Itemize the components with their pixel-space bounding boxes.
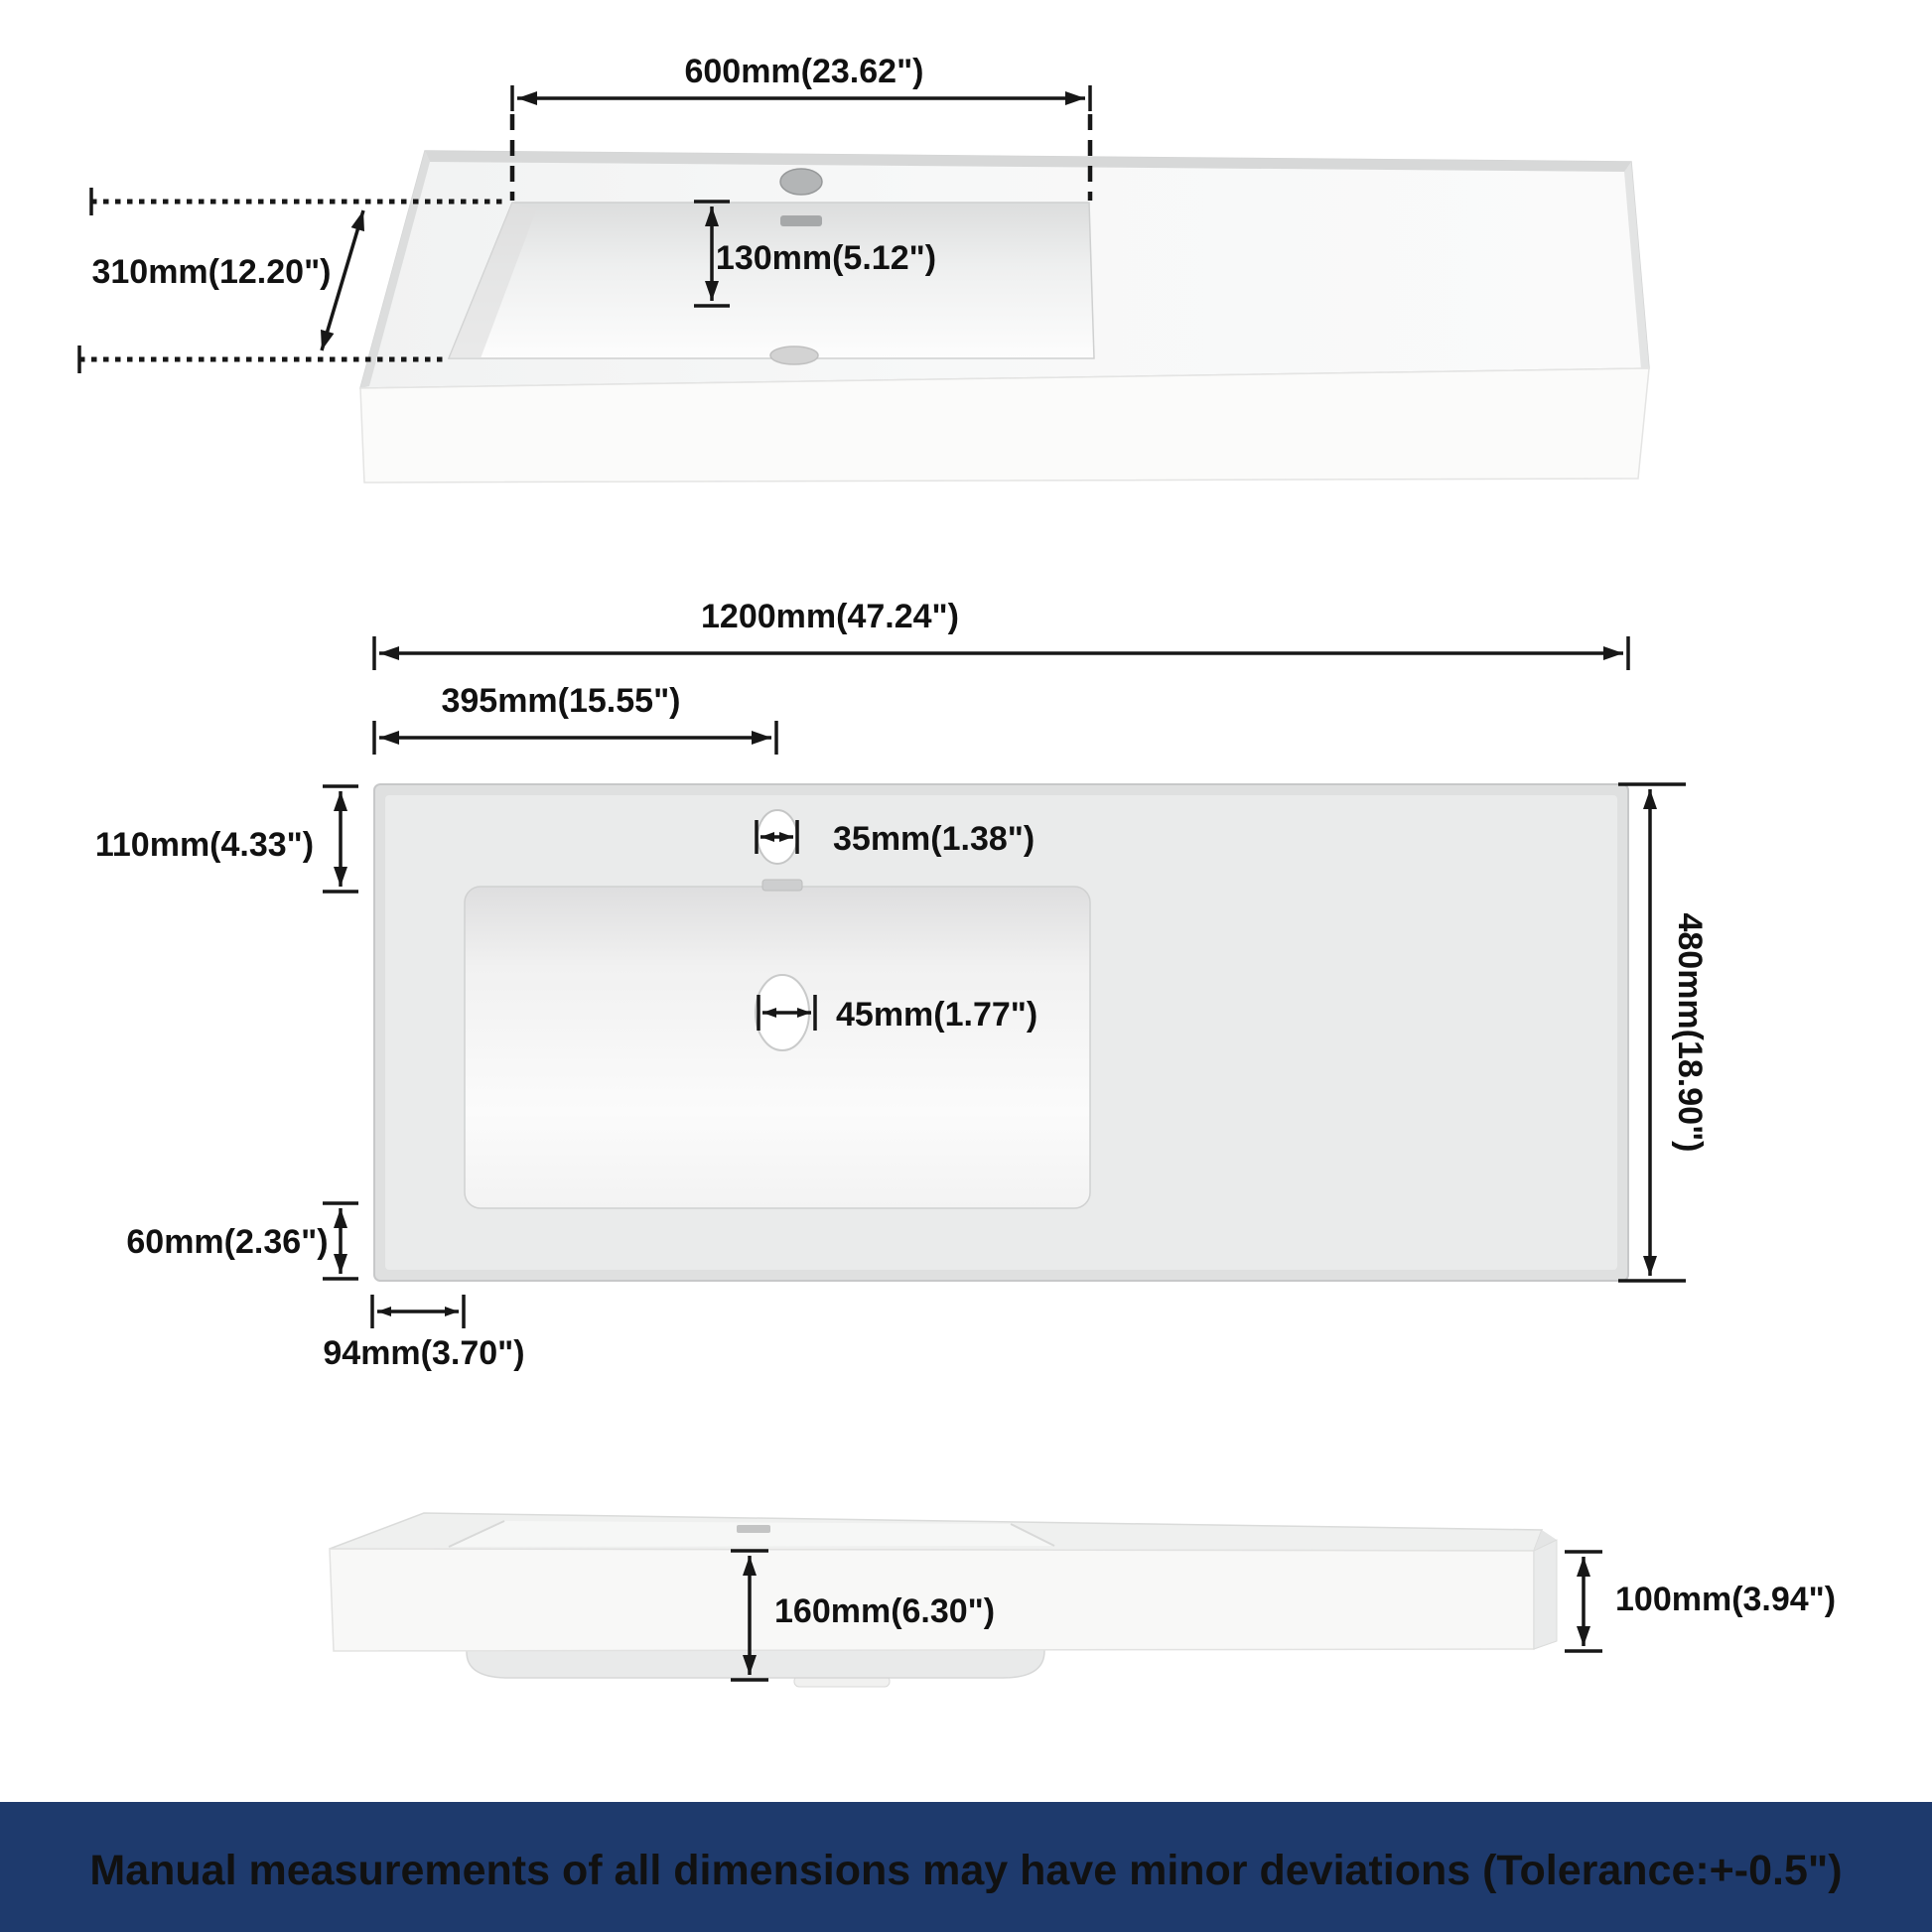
dim-front-deck-depth: [126, 1203, 358, 1279]
banner-text: Manual measurements of all dimensions may have minor deviations (Tolerance:+-0.5"): [89, 1847, 1843, 1894]
plan-view: [95, 598, 1709, 1372]
label-basin-depth: 310mm(12.20"): [91, 253, 332, 291]
side-right-end-face: [1534, 1540, 1557, 1649]
label-basin-width: 600mm(23.62"): [684, 53, 924, 90]
label-left-deck-width: 94mm(3.70"): [323, 1334, 525, 1372]
label-front-deck-depth: 60mm(2.36"): [126, 1223, 329, 1261]
label-overall-height: 160mm(6.30"): [774, 1592, 996, 1630]
label-faucet-to-basin-front: 130mm(5.12"): [715, 239, 937, 277]
dim-left-to-basin-right: [374, 682, 776, 755]
tolerance-banner: [0, 1802, 1932, 1932]
dim-slab-height: [1565, 1552, 1836, 1651]
basin-recess: [449, 203, 1094, 358]
label-slab-height: 100mm(3.94"): [1615, 1581, 1837, 1618]
perspective-view: [79, 53, 1649, 483]
label-faucet-hole: 35mm(1.38"): [833, 820, 1035, 858]
plan-overflow-slot: [762, 880, 802, 891]
dim-back-deck-depth: [95, 786, 358, 892]
overflow-slot: [780, 215, 822, 226]
label-overall-depth: 480mm(18.90"): [1671, 912, 1709, 1153]
drain-hole: [770, 346, 818, 364]
dim-overall-depth: [1618, 784, 1709, 1281]
label-left-to-basin-right: 395mm(15.55"): [441, 682, 681, 720]
faucet-hole: [780, 169, 822, 195]
side-view: [330, 1513, 1836, 1687]
side-bowl-bulge: [467, 1647, 1044, 1678]
label-back-deck-depth: 110mm(4.33"): [94, 826, 315, 864]
label-overall-width: 1200mm(47.24"): [701, 598, 959, 635]
dim-faucet-hole: [757, 820, 1035, 858]
side-basin-sliver: [449, 1521, 1054, 1547]
side-overflow-slot: [737, 1525, 770, 1533]
label-drain-hole: 45mm(1.77"): [836, 996, 1038, 1034]
dim-overall-width: [374, 598, 1628, 670]
sink-front-face: [360, 368, 1649, 483]
dim-left-deck-width: [323, 1295, 524, 1372]
